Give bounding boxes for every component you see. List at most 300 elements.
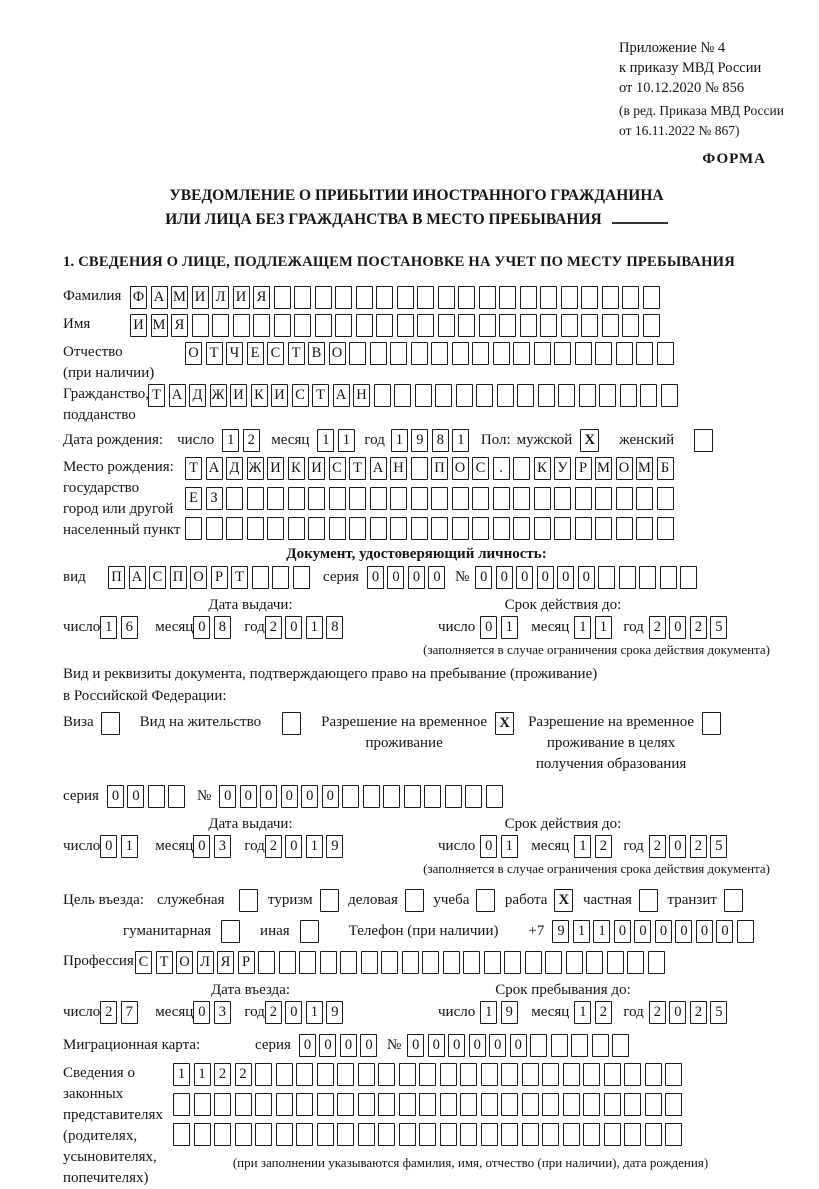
char-cell[interactable] [335, 314, 352, 337]
char-cell[interactable]: 2 [595, 835, 612, 858]
char-cell[interactable]: Л [197, 951, 214, 974]
char-cell[interactable]: 1 [338, 429, 355, 452]
char-cell[interactable]: К [288, 457, 305, 480]
char-cell[interactable] [337, 1123, 354, 1146]
char-cell[interactable] [356, 314, 373, 337]
char-cell[interactable] [472, 517, 489, 540]
char-cell[interactable]: 0 [387, 566, 404, 589]
char-cell[interactable]: 7 [121, 1001, 138, 1024]
char-cell[interactable] [460, 1093, 477, 1116]
char-cell[interactable] [383, 785, 400, 808]
char-cell[interactable] [493, 342, 510, 365]
char-cell[interactable] [226, 487, 243, 510]
char-cell[interactable]: Я [171, 314, 188, 337]
char-cell[interactable]: С [472, 457, 489, 480]
char-cell[interactable]: В [308, 342, 325, 365]
char-cell[interactable] [648, 951, 665, 974]
char-cell[interactable] [542, 1123, 559, 1146]
char-cell[interactable]: 8 [326, 616, 343, 639]
char-cell[interactable] [317, 1063, 334, 1086]
char-cell[interactable]: Т [156, 951, 173, 974]
char-cell[interactable]: 2 [100, 1001, 117, 1024]
char-cell[interactable] [308, 487, 325, 510]
char-cell[interactable] [604, 1063, 621, 1086]
char-cell[interactable] [513, 342, 530, 365]
char-cell[interactable] [665, 1123, 682, 1146]
char-cell[interactable]: 0 [669, 1001, 686, 1024]
char-cell[interactable]: П [108, 566, 125, 589]
char-cell[interactable] [411, 517, 428, 540]
char-cell[interactable] [636, 342, 653, 365]
char-cell[interactable] [680, 566, 697, 589]
char-cell[interactable]: У [554, 457, 571, 480]
purpose-humanitarian-checkbox[interactable] [221, 920, 240, 943]
char-cell[interactable] [563, 1093, 580, 1116]
char-cell[interactable]: 0 [367, 566, 384, 589]
char-cell[interactable] [288, 517, 305, 540]
char-cell[interactable] [595, 342, 612, 365]
char-cell[interactable] [390, 342, 407, 365]
char-cell[interactable] [173, 1093, 190, 1116]
char-cell[interactable]: О [190, 566, 207, 589]
char-cell[interactable] [522, 1123, 539, 1146]
char-cell[interactable]: 1 [501, 835, 518, 858]
char-cell[interactable] [356, 286, 373, 309]
char-cell[interactable] [513, 457, 530, 480]
char-cell[interactable]: И [267, 457, 284, 480]
char-cell[interactable]: А [169, 384, 186, 407]
char-cell[interactable] [460, 1123, 477, 1146]
char-cell[interactable] [274, 286, 291, 309]
char-cell[interactable] [566, 951, 583, 974]
char-cell[interactable] [255, 1093, 272, 1116]
char-cell[interactable] [501, 1063, 518, 1086]
purpose-transit-checkbox[interactable] [724, 889, 743, 912]
char-cell[interactable]: 0 [127, 785, 144, 808]
char-cell[interactable]: 9 [326, 835, 343, 858]
char-cell[interactable] [206, 517, 223, 540]
char-cell[interactable] [486, 785, 503, 808]
char-cell[interactable] [598, 566, 615, 589]
char-cell[interactable]: А [206, 457, 223, 480]
char-cell[interactable] [194, 1123, 211, 1146]
char-cell[interactable] [419, 1123, 436, 1146]
char-cell[interactable] [636, 487, 653, 510]
char-cell[interactable] [602, 286, 619, 309]
char-cell[interactable] [337, 1093, 354, 1116]
char-cell[interactable] [440, 1093, 457, 1116]
char-cell[interactable] [361, 951, 378, 974]
char-cell[interactable] [561, 314, 578, 337]
char-cell[interactable]: 5 [710, 1001, 727, 1024]
char-cell[interactable]: 0 [475, 566, 492, 589]
char-cell[interactable] [376, 314, 393, 337]
char-cell[interactable] [542, 1093, 559, 1116]
char-cell[interactable] [545, 951, 562, 974]
char-cell[interactable] [522, 1063, 539, 1086]
char-cell[interactable]: С [292, 384, 309, 407]
char-cell[interactable]: 0 [614, 920, 631, 943]
char-cell[interactable] [472, 342, 489, 365]
char-cell[interactable]: 0 [408, 566, 425, 589]
purpose-study-checkbox[interactable] [476, 889, 495, 912]
char-cell[interactable] [558, 384, 575, 407]
char-cell[interactable] [452, 487, 469, 510]
char-cell[interactable] [226, 517, 243, 540]
char-cell[interactable]: З [206, 487, 223, 510]
char-cell[interactable] [399, 1093, 416, 1116]
char-cell[interactable]: М [636, 457, 653, 480]
char-cell[interactable] [233, 314, 250, 337]
char-cell[interactable] [415, 384, 432, 407]
char-cell[interactable] [247, 487, 264, 510]
char-cell[interactable] [214, 1093, 231, 1116]
char-cell[interactable] [370, 517, 387, 540]
char-cell[interactable]: О [329, 342, 346, 365]
char-cell[interactable] [381, 951, 398, 974]
char-cell[interactable] [340, 951, 357, 974]
char-cell[interactable]: Н [390, 457, 407, 480]
char-cell[interactable]: 0 [281, 785, 298, 808]
char-cell[interactable] [499, 286, 516, 309]
char-cell[interactable] [317, 1093, 334, 1116]
char-cell[interactable] [431, 487, 448, 510]
char-cell[interactable]: 0 [219, 785, 236, 808]
char-cell[interactable]: О [616, 457, 633, 480]
char-cell[interactable] [563, 1123, 580, 1146]
char-cell[interactable] [592, 1034, 609, 1057]
char-cell[interactable] [571, 1034, 588, 1057]
char-cell[interactable]: О [185, 342, 202, 365]
char-cell[interactable] [329, 487, 346, 510]
char-cell[interactable] [422, 951, 439, 974]
char-cell[interactable] [534, 517, 551, 540]
char-cell[interactable]: 1 [595, 616, 612, 639]
char-cell[interactable] [445, 785, 462, 808]
char-cell[interactable] [484, 951, 501, 974]
char-cell[interactable]: 0 [193, 835, 210, 858]
char-cell[interactable]: 0 [557, 566, 574, 589]
char-cell[interactable]: 9 [552, 920, 569, 943]
char-cell[interactable] [279, 951, 296, 974]
char-cell[interactable] [472, 487, 489, 510]
char-cell[interactable] [520, 314, 537, 337]
char-cell[interactable] [501, 1093, 518, 1116]
char-cell[interactable] [616, 487, 633, 510]
char-cell[interactable] [554, 487, 571, 510]
char-cell[interactable] [438, 286, 455, 309]
char-cell[interactable]: 1 [574, 1001, 591, 1024]
char-cell[interactable]: И [230, 384, 247, 407]
char-cell[interactable]: 0 [578, 566, 595, 589]
char-cell[interactable] [595, 517, 612, 540]
char-cell[interactable] [460, 1063, 477, 1086]
char-cell[interactable]: Я [253, 286, 270, 309]
char-cell[interactable] [349, 487, 366, 510]
char-cell[interactable] [665, 1093, 682, 1116]
char-cell[interactable] [255, 1063, 272, 1086]
char-cell[interactable] [624, 1123, 641, 1146]
char-cell[interactable] [493, 487, 510, 510]
char-cell[interactable] [645, 1123, 662, 1146]
char-cell[interactable]: 0 [360, 1034, 377, 1057]
char-cell[interactable]: Л [212, 286, 229, 309]
char-cell[interactable]: 0 [285, 1001, 302, 1024]
char-cell[interactable] [657, 487, 674, 510]
char-cell[interactable]: 0 [100, 835, 117, 858]
char-cell[interactable] [624, 1093, 641, 1116]
char-cell[interactable] [378, 1093, 395, 1116]
char-cell[interactable] [363, 785, 380, 808]
char-cell[interactable] [168, 785, 185, 808]
char-cell[interactable]: 0 [537, 566, 554, 589]
purpose-other-checkbox[interactable] [300, 920, 319, 943]
char-cell[interactable]: М [151, 314, 168, 337]
char-cell[interactable] [349, 342, 366, 365]
char-cell[interactable] [452, 517, 469, 540]
char-cell[interactable]: И [308, 457, 325, 480]
char-cell[interactable]: 9 [411, 429, 428, 452]
char-cell[interactable]: 0 [448, 1034, 465, 1057]
char-cell[interactable]: О [452, 457, 469, 480]
char-cell[interactable]: М [171, 286, 188, 309]
char-cell[interactable] [476, 384, 493, 407]
char-cell[interactable] [551, 1034, 568, 1057]
char-cell[interactable] [542, 1063, 559, 1086]
char-cell[interactable] [661, 384, 678, 407]
char-cell[interactable]: 3 [214, 835, 231, 858]
char-cell[interactable] [320, 951, 337, 974]
char-cell[interactable]: 1 [593, 920, 610, 943]
char-cell[interactable] [431, 517, 448, 540]
char-cell[interactable] [394, 384, 411, 407]
char-cell[interactable]: 1 [173, 1063, 190, 1086]
char-cell[interactable] [335, 286, 352, 309]
char-cell[interactable]: 0 [240, 785, 257, 808]
purpose-private-checkbox[interactable] [639, 889, 658, 912]
char-cell[interactable] [390, 487, 407, 510]
char-cell[interactable]: Р [238, 951, 255, 974]
char-cell[interactable]: 2 [649, 1001, 666, 1024]
char-cell[interactable] [443, 951, 460, 974]
char-cell[interactable]: 0 [299, 1034, 316, 1057]
char-cell[interactable]: 2 [243, 429, 260, 452]
char-cell[interactable]: 0 [480, 616, 497, 639]
char-cell[interactable]: 2 [690, 616, 707, 639]
char-cell[interactable] [417, 314, 434, 337]
char-cell[interactable] [581, 314, 598, 337]
char-cell[interactable] [465, 785, 482, 808]
char-cell[interactable] [501, 1123, 518, 1146]
char-cell[interactable] [513, 517, 530, 540]
char-cell[interactable]: 2 [595, 1001, 612, 1024]
char-cell[interactable]: 0 [428, 566, 445, 589]
char-cell[interactable] [456, 384, 473, 407]
char-cell[interactable]: Б [657, 457, 674, 480]
char-cell[interactable]: 0 [496, 566, 513, 589]
char-cell[interactable]: И [271, 384, 288, 407]
char-cell[interactable] [622, 314, 639, 337]
char-cell[interactable]: А [129, 566, 146, 589]
char-cell[interactable] [643, 314, 660, 337]
char-cell[interactable] [296, 1093, 313, 1116]
char-cell[interactable] [583, 1123, 600, 1146]
char-cell[interactable] [481, 1063, 498, 1086]
char-cell[interactable] [185, 517, 202, 540]
char-cell[interactable] [337, 1063, 354, 1086]
char-cell[interactable] [294, 314, 311, 337]
char-cell[interactable] [252, 566, 269, 589]
char-cell[interactable] [267, 487, 284, 510]
char-cell[interactable] [481, 1123, 498, 1146]
char-cell[interactable] [534, 342, 551, 365]
char-cell[interactable] [370, 487, 387, 510]
char-cell[interactable]: 0 [634, 920, 651, 943]
char-cell[interactable]: 0 [669, 616, 686, 639]
char-cell[interactable]: 0 [107, 785, 124, 808]
sex-female-checkbox[interactable] [694, 429, 713, 452]
char-cell[interactable] [397, 286, 414, 309]
char-cell[interactable]: Ж [247, 457, 264, 480]
char-cell[interactable] [349, 517, 366, 540]
char-cell[interactable]: 0 [193, 1001, 210, 1024]
char-cell[interactable] [607, 951, 624, 974]
char-cell[interactable]: 0 [469, 1034, 486, 1057]
char-cell[interactable] [258, 951, 275, 974]
char-cell[interactable] [581, 286, 598, 309]
char-cell[interactable] [479, 314, 496, 337]
purpose-work-checkbox[interactable]: X [554, 889, 573, 912]
char-cell[interactable] [616, 342, 633, 365]
char-cell[interactable] [657, 342, 674, 365]
char-cell[interactable] [452, 342, 469, 365]
char-cell[interactable] [513, 487, 530, 510]
char-cell[interactable] [399, 1123, 416, 1146]
char-cell[interactable]: 0 [407, 1034, 424, 1057]
char-cell[interactable] [317, 1123, 334, 1146]
char-cell[interactable] [645, 1063, 662, 1086]
char-cell[interactable]: 5 [710, 835, 727, 858]
char-cell[interactable] [212, 314, 229, 337]
char-cell[interactable] [148, 785, 165, 808]
char-cell[interactable] [665, 1063, 682, 1086]
char-cell[interactable] [604, 1093, 621, 1116]
purpose-commercial-checkbox[interactable] [405, 889, 424, 912]
residence-permit-checkbox[interactable] [282, 712, 301, 735]
char-cell[interactable] [737, 920, 754, 943]
char-cell[interactable]: 0 [340, 1034, 357, 1057]
char-cell[interactable] [272, 566, 289, 589]
char-cell[interactable] [276, 1093, 293, 1116]
char-cell[interactable] [276, 1063, 293, 1086]
char-cell[interactable]: . [493, 457, 510, 480]
char-cell[interactable]: П [431, 457, 448, 480]
char-cell[interactable]: Т [349, 457, 366, 480]
char-cell[interactable] [419, 1063, 436, 1086]
sex-male-checkbox[interactable]: X [580, 429, 599, 452]
char-cell[interactable]: 1 [194, 1063, 211, 1086]
char-cell[interactable] [657, 517, 674, 540]
char-cell[interactable]: С [267, 342, 284, 365]
char-cell[interactable] [538, 384, 555, 407]
char-cell[interactable] [173, 1123, 190, 1146]
char-cell[interactable] [575, 487, 592, 510]
char-cell[interactable] [612, 1034, 629, 1057]
char-cell[interactable]: 1 [306, 616, 323, 639]
char-cell[interactable] [504, 951, 521, 974]
char-cell[interactable]: 5 [710, 616, 727, 639]
char-cell[interactable] [561, 286, 578, 309]
char-cell[interactable]: Е [247, 342, 264, 365]
char-cell[interactable]: Ч [226, 342, 243, 365]
char-cell[interactable]: 0 [319, 1034, 336, 1057]
char-cell[interactable]: 2 [649, 835, 666, 858]
char-cell[interactable] [358, 1093, 375, 1116]
char-cell[interactable] [376, 286, 393, 309]
char-cell[interactable] [554, 517, 571, 540]
char-cell[interactable]: О [176, 951, 193, 974]
char-cell[interactable]: 0 [696, 920, 713, 943]
char-cell[interactable] [235, 1093, 252, 1116]
char-cell[interactable] [431, 342, 448, 365]
char-cell[interactable]: 3 [214, 1001, 231, 1024]
char-cell[interactable] [604, 1123, 621, 1146]
visa-checkbox[interactable] [101, 712, 120, 735]
char-cell[interactable] [358, 1063, 375, 1086]
char-cell[interactable]: И [233, 286, 250, 309]
char-cell[interactable]: 0 [285, 616, 302, 639]
char-cell[interactable]: Т [312, 384, 329, 407]
char-cell[interactable]: 6 [121, 616, 138, 639]
char-cell[interactable]: Р [211, 566, 228, 589]
char-cell[interactable]: 2 [690, 835, 707, 858]
char-cell[interactable]: 1 [100, 616, 117, 639]
char-cell[interactable] [192, 314, 209, 337]
char-cell[interactable] [293, 566, 310, 589]
char-cell[interactable] [370, 342, 387, 365]
char-cell[interactable]: Д [226, 457, 243, 480]
char-cell[interactable] [255, 1123, 272, 1146]
char-cell[interactable] [620, 384, 637, 407]
char-cell[interactable] [397, 314, 414, 337]
char-cell[interactable]: 1 [573, 920, 590, 943]
char-cell[interactable]: 0 [510, 1034, 527, 1057]
char-cell[interactable] [315, 286, 332, 309]
char-cell[interactable]: С [149, 566, 166, 589]
char-cell[interactable] [440, 1123, 457, 1146]
char-cell[interactable] [636, 517, 653, 540]
char-cell[interactable] [583, 1063, 600, 1086]
char-cell[interactable]: Ж [210, 384, 227, 407]
char-cell[interactable]: 2 [690, 1001, 707, 1024]
char-cell[interactable] [627, 951, 644, 974]
char-cell[interactable] [435, 384, 452, 407]
char-cell[interactable]: 2 [265, 616, 282, 639]
char-cell[interactable] [411, 487, 428, 510]
char-cell[interactable] [299, 951, 316, 974]
char-cell[interactable]: 1 [480, 1001, 497, 1024]
char-cell[interactable] [624, 1063, 641, 1086]
char-cell[interactable]: 1 [574, 616, 591, 639]
char-cell[interactable] [458, 286, 475, 309]
char-cell[interactable]: 0 [655, 920, 672, 943]
char-cell[interactable]: Ф [130, 286, 147, 309]
char-cell[interactable] [247, 517, 264, 540]
char-cell[interactable]: Р [575, 457, 592, 480]
char-cell[interactable] [579, 384, 596, 407]
char-cell[interactable] [253, 314, 270, 337]
char-cell[interactable]: И [130, 314, 147, 337]
